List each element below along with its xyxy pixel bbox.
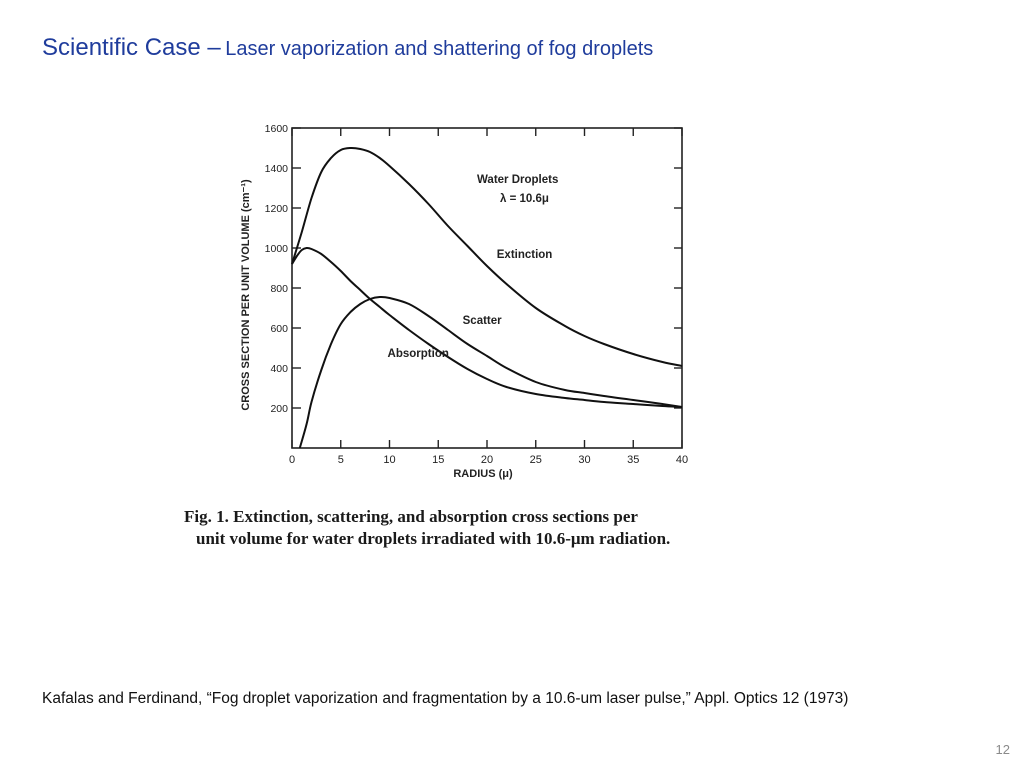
y-tick-label: 200 [270, 403, 288, 415]
citation-text: Kafalas and Ferdinand, “Fog droplet vaporization and fragmentation by a 10.6-um laser pulse,” Appl. Optics 12 (1973) [42, 690, 849, 707]
y-tick-label: 1000 [264, 243, 288, 255]
y-tick-label: 600 [270, 323, 288, 335]
page-number: 12 [995, 742, 1010, 757]
y-axis-label: CROSS SECTION PER UNIT VOLUME (cm⁻¹) [240, 179, 252, 411]
figure-caption [184, 506, 744, 550]
x-tick-label: 30 [578, 454, 591, 466]
x-tick-label: 40 [675, 454, 689, 466]
x-tick-label: 20 [480, 454, 494, 466]
x-tick-label: 5 [337, 454, 344, 466]
slide-title-sub: Laser vaporization and shattering of fog droplets [225, 38, 654, 60]
slide-title [42, 34, 653, 62]
series-label-absorption: Absorption [387, 348, 449, 360]
x-axis-label: RADIUS (μ) [453, 468, 513, 480]
figure-caption-line-2: unit volume for water droplets irradiated with 10.6-μm radiation. [196, 529, 671, 548]
series-line-scatter [292, 248, 682, 407]
slide-title-main: Scientific Case – [42, 34, 221, 61]
x-tick-label: 0 [288, 454, 296, 466]
figure-caption-line-1: Fig. 1. Extinction, scattering, and absorption cross sections per [184, 507, 638, 526]
annotation-wavelength: λ = 10.6μ [500, 193, 549, 205]
y-tick-label: 800 [270, 283, 288, 295]
series-label-extinction: Extinction [496, 249, 553, 261]
series-label-scatter: Scatter [462, 315, 502, 327]
x-tick-label: 35 [627, 454, 640, 466]
x-tick-label: 10 [383, 454, 396, 466]
y-tick-label: 1400 [264, 163, 288, 175]
y-tick-label: 1600 [264, 123, 288, 135]
x-tick-label: 25 [529, 454, 542, 466]
x-tick-label: 15 [432, 454, 445, 466]
y-tick-label: 400 [270, 363, 288, 375]
data-curves [292, 148, 682, 448]
cross-section-chart [230, 120, 700, 490]
y-tick-label: 1200 [264, 203, 288, 215]
annotation-water-droplets: Water Droplets [477, 174, 559, 186]
